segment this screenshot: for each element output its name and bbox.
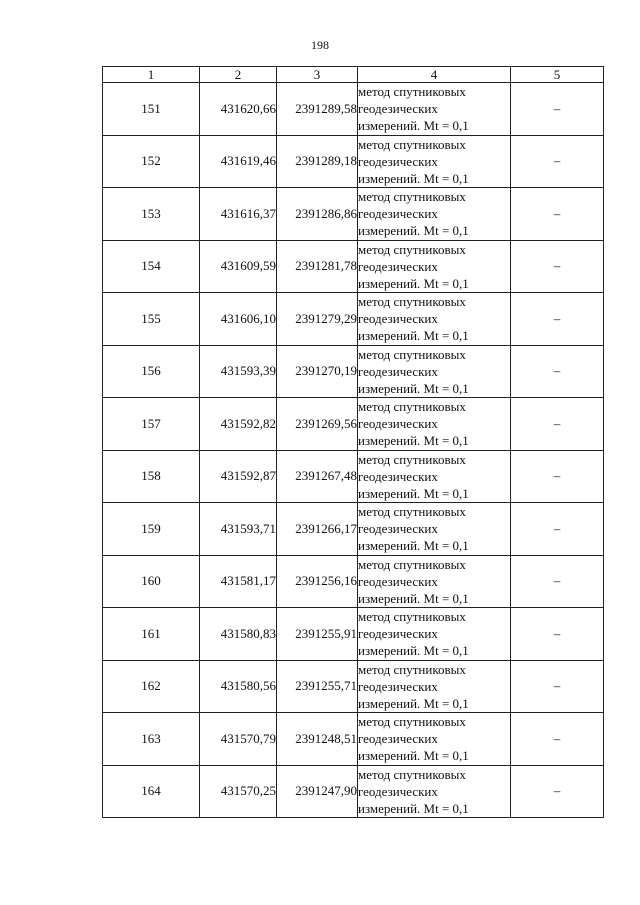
point-number: 161 [103,608,200,661]
method-line-2: геодезических [358,101,438,117]
note-cell: – [511,450,604,503]
note-cell: – [511,660,604,713]
point-number: 163 [103,713,200,766]
table-row [103,188,604,241]
table-row [103,503,604,556]
note-cell: – [511,555,604,608]
method-line-1: метод спутниковых [358,451,466,467]
table-row [103,450,604,503]
coordinate-y: 2391289,58 [277,83,358,136]
method-description [358,713,511,766]
coordinate-y: 2391256,16 [277,555,358,608]
point-number: 156 [103,345,200,398]
method-line-2: геодезических [358,678,438,694]
table-row [103,713,604,766]
table-row [103,135,604,188]
coordinate-y: 2391255,71 [277,660,358,713]
point-number: 158 [103,450,200,503]
coordinate-x: 431592,87 [200,450,277,503]
coordinate-x: 431593,71 [200,503,277,556]
note-cell: – [511,398,604,451]
note-cell: – [511,135,604,188]
method-line-2: геодезических [358,468,438,484]
coordinate-y: 2391248,51 [277,713,358,766]
coordinate-y: 2391255,91 [277,608,358,661]
method-line-2: геодезических [358,206,438,222]
note-cell: – [511,240,604,293]
coordinate-x: 431616,37 [200,188,277,241]
point-number: 153 [103,188,200,241]
coordinate-y: 2391269,56 [277,398,358,451]
table-row [103,608,604,661]
coordinate-y: 2391267,48 [277,450,358,503]
coordinate-y: 2391281,78 [277,240,358,293]
method-line-1: метод спутниковых [358,84,466,100]
point-number: 155 [103,293,200,346]
method-description [358,765,511,818]
coordinate-y: 2391270,19 [277,345,358,398]
header-col-5: 5 [511,67,604,83]
method-description [358,240,511,293]
note-cell: – [511,188,604,241]
coordinate-x: 431606,10 [200,293,277,346]
method-description [358,555,511,608]
method-line-3: измерений. Mt = 0,1 [358,695,469,711]
note-cell: – [511,713,604,766]
note-cell: – [511,765,604,818]
table-row [103,293,604,346]
method-description [358,135,511,188]
method-line-2: геодезических [358,258,438,274]
method-description [358,345,511,398]
method-description [358,450,511,503]
header-col-3: 3 [277,67,358,83]
note-cell: – [511,293,604,346]
point-number: 151 [103,83,200,136]
coordinate-x: 431580,83 [200,608,277,661]
note-cell: – [511,345,604,398]
coordinate-y: 2391279,29 [277,293,358,346]
method-line-1: метод спутниковых [358,294,466,310]
method-description [358,660,511,713]
method-line-3: измерений. Mt = 0,1 [358,643,469,659]
method-line-1: метод спутниковых [358,556,466,572]
coordinate-x: 431580,56 [200,660,277,713]
method-line-2: геодезических [358,153,438,169]
method-description [358,83,511,136]
method-line-3: измерений. Mt = 0,1 [358,328,469,344]
method-description [358,293,511,346]
coordinate-y: 2391247,90 [277,765,358,818]
method-description [358,608,511,661]
table-row [103,398,604,451]
method-line-3: измерений. Mt = 0,1 [358,538,469,554]
method-line-3: измерений. Mt = 0,1 [358,223,469,239]
coordinate-x: 431619,46 [200,135,277,188]
method-line-1: метод спутниковых [358,399,466,415]
table-row [103,345,604,398]
table-row [103,240,604,293]
method-line-2: геодезических [358,416,438,432]
method-line-2: геодезических [358,311,438,327]
coordinate-y: 2391286,86 [277,188,358,241]
coordinate-x: 431592,82 [200,398,277,451]
point-number: 162 [103,660,200,713]
method-line-2: геодезических [358,783,438,799]
coordinate-x: 431593,39 [200,345,277,398]
header-col-4: 4 [358,67,511,83]
table-body [103,83,604,818]
header-col-2: 2 [200,67,277,83]
method-line-1: метод спутниковых [358,609,466,625]
note-cell: – [511,83,604,136]
coordinate-y: 2391266,17 [277,503,358,556]
method-line-3: измерений. Mt = 0,1 [358,275,469,291]
coordinate-x: 431570,79 [200,713,277,766]
method-line-2: геодезических [358,521,438,537]
note-cell: – [511,608,604,661]
coordinates-table [102,66,604,818]
method-line-2: геодезических [358,573,438,589]
method-description [358,503,511,556]
method-line-3: измерений. Mt = 0,1 [358,170,469,186]
point-number: 159 [103,503,200,556]
table-header-row [103,67,604,83]
method-line-1: метод спутниковых [358,714,466,730]
coordinate-y: 2391289,18 [277,135,358,188]
point-number: 152 [103,135,200,188]
method-line-1: метод спутниковых [358,766,466,782]
method-description [358,188,511,241]
method-description [358,398,511,451]
coordinate-x: 431581,17 [200,555,277,608]
method-line-3: измерений. Mt = 0,1 [358,118,469,134]
method-line-3: измерений. Mt = 0,1 [358,485,469,501]
method-line-3: измерений. Mt = 0,1 [358,380,469,396]
method-line-1: метод спутниковых [358,241,466,257]
table-row [103,83,604,136]
method-line-2: геодезических [358,626,438,642]
method-line-1: метод спутниковых [358,661,466,677]
page-number: 198 [311,38,329,52]
method-line-3: измерений. Mt = 0,1 [358,590,469,606]
method-line-2: геодезических [358,731,438,747]
method-line-2: геодезических [358,363,438,379]
point-number: 160 [103,555,200,608]
method-line-1: метод спутниковых [358,136,466,152]
point-number: 164 [103,765,200,818]
method-line-3: измерений. Mt = 0,1 [358,433,469,449]
table-row [103,765,604,818]
method-line-1: метод спутниковых [358,504,466,520]
header-col-1: 1 [103,67,200,83]
table-row [103,555,604,608]
method-line-1: метод спутниковых [358,346,466,362]
note-cell: – [511,503,604,556]
point-number: 157 [103,398,200,451]
method-line-1: метод спутниковых [358,189,466,205]
point-number: 154 [103,240,200,293]
coordinate-x: 431570,25 [200,765,277,818]
method-line-3: измерений. Mt = 0,1 [358,748,469,764]
coordinate-x: 431620,66 [200,83,277,136]
table-row [103,660,604,713]
coordinate-x: 431609,59 [200,240,277,293]
method-line-3: измерений. Mt = 0,1 [358,800,469,816]
